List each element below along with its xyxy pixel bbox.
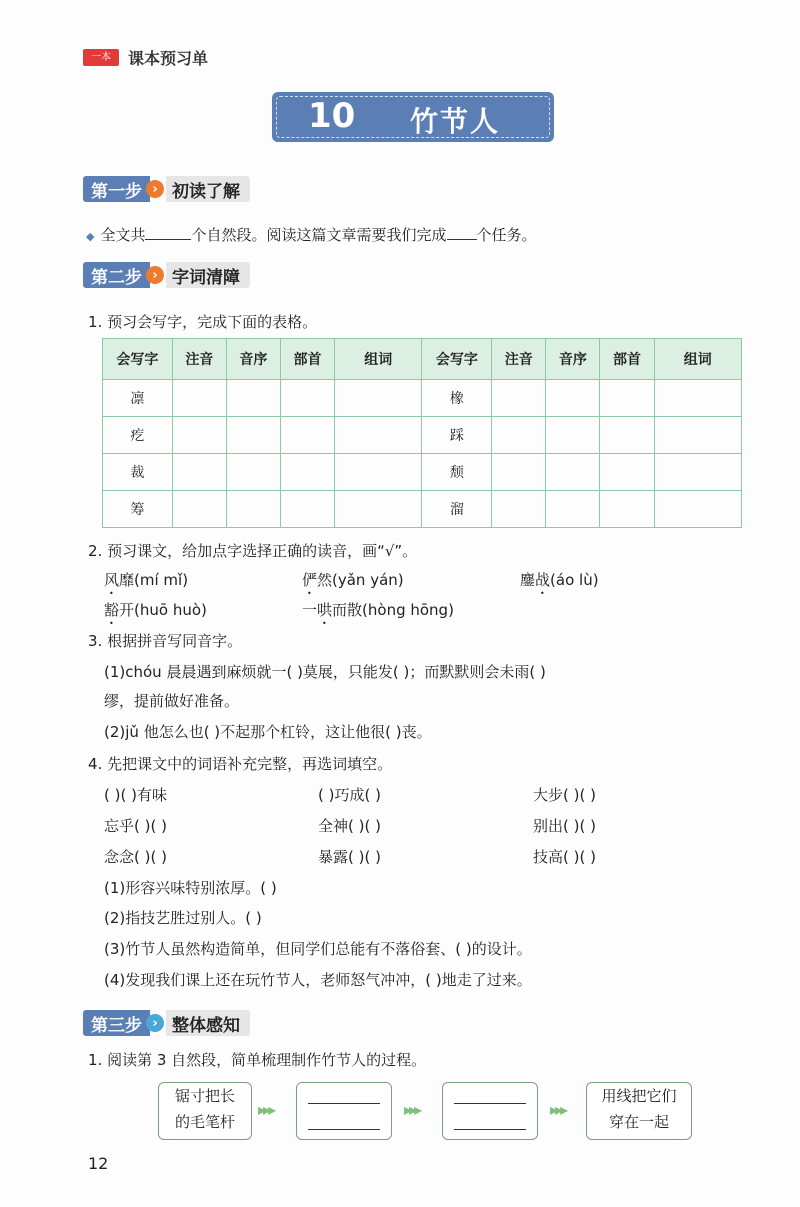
character-table — [102, 338, 742, 528]
lesson-number: 10 — [308, 96, 356, 136]
lesson-banner — [272, 92, 554, 142]
idiom-blank[interactable]: 暴露( )( ) — [318, 848, 381, 866]
q4-sentence-4[interactable]: (4)发现我们课上还在玩竹节人，老师怒气冲冲，( )地走了过来。 — [104, 971, 532, 989]
table-row — [103, 454, 742, 491]
table-cell[interactable] — [172, 380, 226, 417]
table-cell[interactable] — [226, 491, 280, 528]
table-char: 橡 — [422, 380, 492, 417]
q2-item-huokai[interactable]: 豁开(huō huò) — [104, 601, 207, 619]
table-cell[interactable] — [600, 417, 654, 454]
arrow-icon: › — [146, 266, 164, 284]
flow-step-1: 锯寸把长 的毛笔杆 — [158, 1082, 252, 1140]
table-char: 凛 — [103, 380, 173, 417]
q3-line1: (1)chóu 晨晨遇到麻烦就一( )莫展，只能发( )；而默默则会未雨( ) — [104, 663, 546, 681]
table-header: 音序 — [546, 339, 600, 380]
table-cell[interactable] — [492, 417, 546, 454]
q3-line3: (2)jǔ 他怎么也( )不起那个杠铃，这让他很( )丧。 — [104, 723, 432, 741]
q3-line2: 缪，提前做好准备。 — [104, 692, 240, 710]
step2-tag: 第二步 — [83, 262, 150, 288]
table-header: 音序 — [226, 339, 280, 380]
table-cell[interactable] — [654, 454, 741, 491]
table-cell[interactable] — [335, 491, 422, 528]
table-cell[interactable] — [600, 380, 654, 417]
step3-label: 整体感知 — [166, 1010, 250, 1036]
table-cell[interactable] — [280, 491, 334, 528]
page-number: 12 — [88, 1154, 109, 1173]
q4-sentence-1[interactable]: (1)形容兴味特别浓厚。( ) — [104, 879, 277, 897]
table-row — [103, 491, 742, 528]
table-char: 裁 — [103, 454, 173, 491]
q3-title: 3. 根据拼音写同音字。 — [88, 632, 243, 650]
q2-item-fengmi[interactable]: 风靡(mí mǐ) — [104, 571, 189, 589]
table-cell[interactable] — [600, 491, 654, 528]
table-header-row — [103, 339, 742, 380]
step1-tag: 第一步 — [83, 176, 150, 202]
table-header: 组词 — [654, 339, 741, 380]
q4-title: 4. 先把课文中的词语补充完整，再选词填空。 — [88, 755, 393, 773]
blank-paragraph-count[interactable] — [145, 225, 191, 240]
flow-arrow-icon: ▸▸▸ — [404, 1100, 420, 1119]
table-char: 筹 — [103, 491, 173, 528]
table-header: 注音 — [492, 339, 546, 380]
table-cell[interactable] — [226, 454, 280, 491]
table-header: 部首 — [600, 339, 654, 380]
table-header: 注音 — [172, 339, 226, 380]
idiom-blank[interactable]: ( )( )有味 — [104, 786, 167, 804]
table-cell[interactable] — [172, 454, 226, 491]
step2-heading — [83, 260, 250, 290]
flow-step-3[interactable] — [442, 1082, 538, 1140]
q2-item-yanran[interactable]: 俨然(yǎn yán) — [302, 571, 404, 589]
table-cell[interactable] — [546, 491, 600, 528]
table-cell[interactable] — [335, 454, 422, 491]
step3-q1: 1. 阅读第 3 自然段，简单梳理制作竹节人的过程。 — [88, 1051, 427, 1069]
step2-label: 字词清障 — [166, 262, 250, 288]
idiom-blank[interactable]: ( )巧成( ) — [318, 786, 381, 804]
flow-step-2[interactable] — [296, 1082, 392, 1140]
table-cell[interactable] — [654, 417, 741, 454]
flow-step-4: 用线把它们 穿在一起 — [586, 1082, 692, 1140]
table-cell[interactable] — [492, 454, 546, 491]
table-header: 会写字 — [422, 339, 492, 380]
table-char: 颓 — [422, 454, 492, 491]
arrow-icon: › — [146, 1014, 164, 1032]
diamond-icon: ◆ — [86, 230, 95, 243]
arrow-icon: › — [146, 180, 164, 198]
flow-arrow-icon: ▸▸▸ — [258, 1100, 274, 1119]
step3-tag: 第三步 — [83, 1010, 150, 1036]
table-row — [103, 417, 742, 454]
table-row — [103, 380, 742, 417]
table-cell[interactable] — [654, 380, 741, 417]
table-cell[interactable] — [546, 454, 600, 491]
table-header: 组词 — [335, 339, 422, 380]
table-header: 会写字 — [103, 339, 173, 380]
flow-arrow-icon: ▸▸▸ — [550, 1100, 566, 1119]
q2-item-aozhan[interactable]: 鏖战(áo lù) — [520, 571, 599, 589]
table-char: 溜 — [422, 491, 492, 528]
q1-title: 1. 预习会写字，完成下面的表格。 — [88, 313, 318, 331]
table-cell[interactable] — [172, 417, 226, 454]
series-badge: 一本 — [83, 49, 119, 66]
table-cell[interactable] — [226, 380, 280, 417]
q2-item-hongersan[interactable]: 一哄而散(hòng hōng) — [302, 601, 454, 619]
table-cell[interactable] — [280, 454, 334, 491]
table-cell[interactable] — [280, 380, 334, 417]
table-cell[interactable] — [492, 491, 546, 528]
q2-title: 2. 预习课文，给加点字选择正确的读音，画“√”。 — [88, 542, 418, 560]
idiom-blank[interactable]: 别出( )( ) — [533, 817, 596, 835]
table-char: 踩 — [422, 417, 492, 454]
table-cell[interactable] — [172, 491, 226, 528]
q4-sentence-2[interactable]: (2)指技艺胜过别人。( ) — [104, 909, 262, 927]
idiom-blank[interactable]: 全神( )( ) — [318, 817, 381, 835]
q4-sentence-3[interactable]: (3)竹节人虽然构造简单，但同学们总能有不落俗套、( )的设计。 — [104, 940, 532, 958]
table-cell[interactable] — [492, 380, 546, 417]
table-cell[interactable] — [546, 417, 600, 454]
idiom-blank[interactable]: 忘乎( )( ) — [104, 817, 167, 835]
section-title: 课本预习单 — [128, 49, 209, 68]
step1-heading — [83, 174, 250, 204]
table-cell[interactable] — [600, 454, 654, 491]
lesson-title: 竹节人 — [410, 105, 501, 138]
idiom-blank[interactable]: 念念( )( ) — [104, 848, 167, 866]
step1-task: ◆ 全文共 个自然段。阅读这篇文章需要我们完成 个任务。 — [86, 226, 537, 244]
idiom-blank[interactable]: 技高( )( ) — [533, 848, 596, 866]
table-cell[interactable] — [280, 417, 334, 454]
blank-task-count[interactable] — [447, 225, 477, 240]
step3-heading — [83, 1008, 250, 1038]
table-header: 部首 — [280, 339, 334, 380]
table-char: 疙 — [103, 417, 173, 454]
table-cell[interactable] — [546, 380, 600, 417]
step1-label: 初读了解 — [166, 176, 250, 202]
table-cell[interactable] — [654, 491, 741, 528]
table-cell[interactable] — [335, 417, 422, 454]
idiom-blank[interactable]: 大步( )( ) — [533, 786, 596, 804]
table-cell[interactable] — [226, 417, 280, 454]
table-cell[interactable] — [335, 380, 422, 417]
